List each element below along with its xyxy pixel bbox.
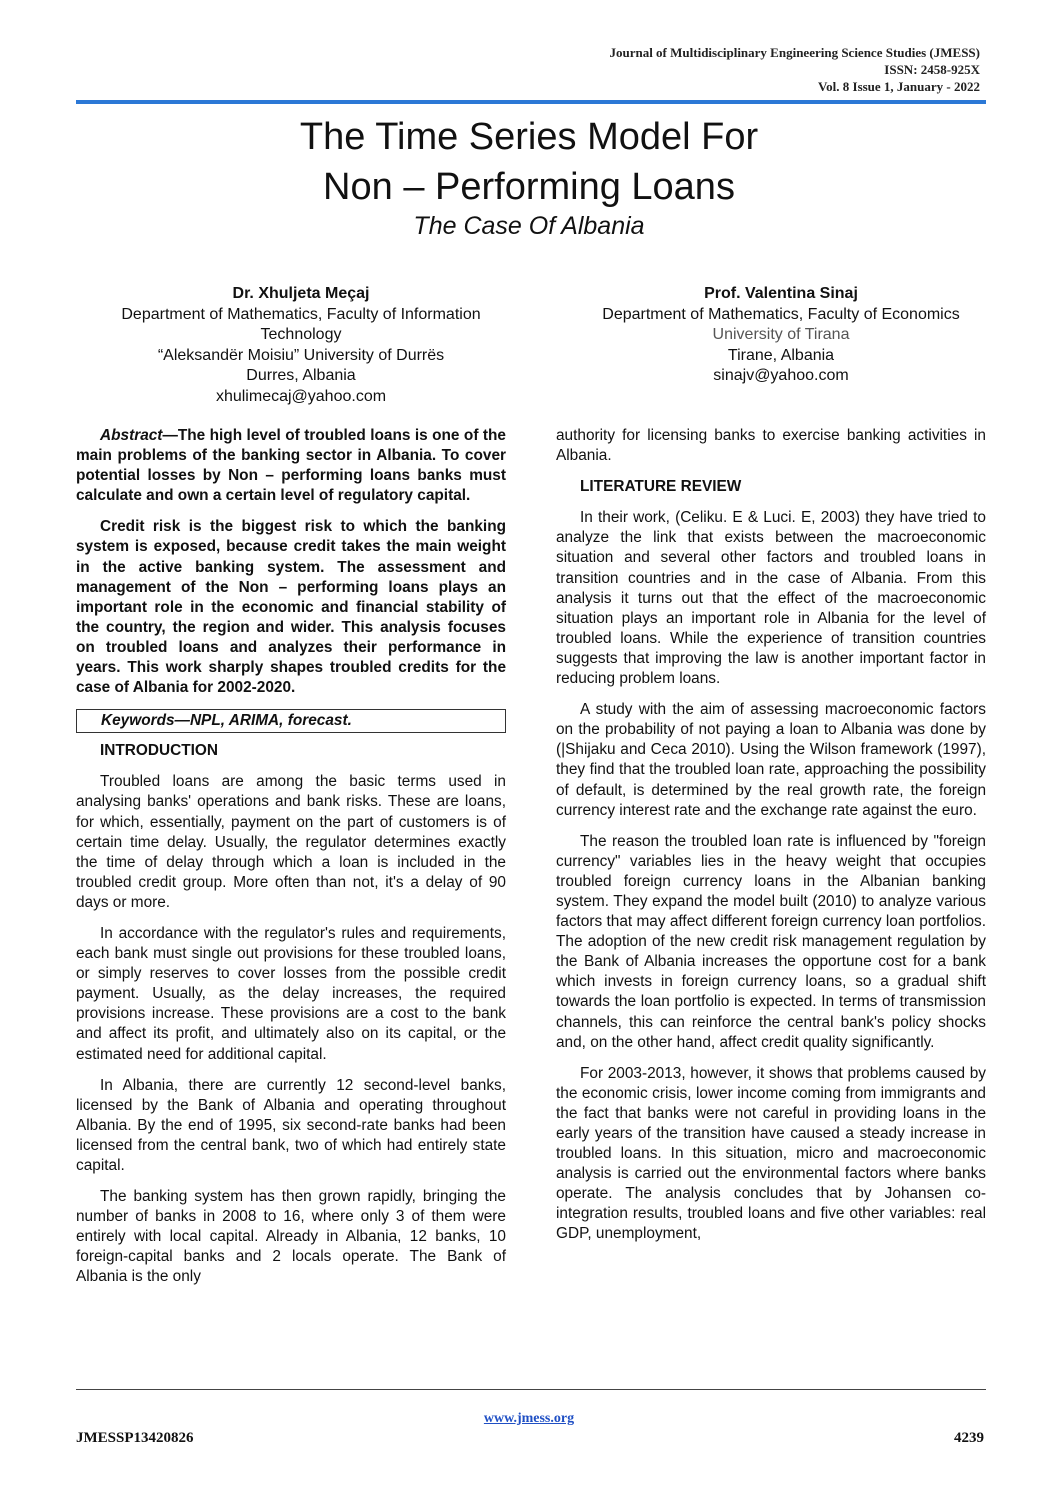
author-university: “Aleksandër Moisiu” University of Durrës — [157, 346, 445, 364]
intro-paragraph: Troubled loans are among the basic terms used in analysing banks' operations and bank risks. These are loans, for which, essentially, payment on the part of customers is of certain time delay. Usually, the regulator determines exactly the time of delay through which a loan is included in the troubled credit group. More often than not, it's a delay of 90 days or more. — [76, 773, 506, 911]
author-block-1 — [76, 284, 526, 408]
author-name: Prof. Valentina Sinaj — [704, 285, 858, 302]
author-dept: Department of Mathematics, Faculty of Economics — [602, 305, 960, 323]
author-university: University of Tirana — [712, 326, 850, 344]
author-dept-cont: Technology — [260, 326, 342, 344]
header-rule — [76, 100, 986, 104]
author-dept: Department of Mathematics, Faculty of Information — [121, 305, 481, 323]
journal-url-link[interactable]: www.jmess.org — [483, 1411, 575, 1426]
literature-paragraph: In their work, (Celiku. E & Luci. E, 2003) they have tried to analyze the link that exists between the macroeconomic situation and several other factors and troubled loans in transition countries and in the case of Albania. From this analysis it turns out that the effect of the macroeconomic situation plays an important role in Albania for the level of troubled loans. While the experience of transition countries suggests that improving the law is another important factor in reducing problem loans. — [556, 509, 986, 688]
intro-paragraph: The banking system has then grown rapidly, bringing the number of banks in 2008 to 16, where only 3 of them were entirely with local capital. Already in Albania, 12 banks, 10 foreign-capital banks and 2 locals operate. The Bank of Albania is the only — [76, 1188, 506, 1286]
abstract-label: Abstract — [100, 427, 163, 444]
paper-id: JMESSP13420826 — [76, 1430, 194, 1446]
keywords: Keywords—NPL, ARIMA, forecast. — [76, 709, 506, 733]
paper-title-line2: Non – Performing Loans — [323, 166, 735, 208]
intro-continuation: authority for licensing banks to exercise banking activities in Albania. — [556, 427, 986, 465]
paper-subtitle: The Case Of Albania — [413, 212, 645, 240]
author-block-2 — [556, 284, 1006, 387]
author-city: Tirane, Albania — [727, 346, 835, 364]
paper-title-line1: The Time Series Model For — [299, 116, 759, 158]
footer-rule — [76, 1389, 986, 1390]
journal-name: Journal of Multidisciplinary Engineering Science Studies (JMESS) — [609, 45, 980, 60]
intro-paragraph: In accordance with the regulator's rules and requirements, each bank must single out provisions for these troubled loans, or simply reserves to cover losses from the possible credit payment. Usually, as the delay increases, the required provisions increase. These provisions are a cost to the bank and affect its profit, and ultimately also on its capital, or the estimated need for additional capital. — [76, 924, 506, 1063]
abstract-paragraph — [76, 426, 506, 506]
literature-paragraph: A study with the aim of assessing macroeconomic factors on the probability of not paying a loan to Albania was done by (|Shijaku and Ceca 2010). Using the Wilson framework (1997), they find that the troubled loan rate, approaching the possibility of default, is determined by the real growth rate, the foreign currency interest rate and the exchange rate against the euro. — [556, 701, 986, 819]
section-heading-introduction: INTRODUCTION — [100, 742, 218, 760]
journal-issn: ISSN: 2458-925X — [884, 62, 980, 77]
author-name: Dr. Xhuljeta Meçaj — [232, 285, 370, 302]
abstract-text: —The high level of troubled loans is one of the main problems of the banking sector in Albania. To cover potential losses by Non – performing loans banks must calculate and own a certain level of regulatory capital. — [76, 427, 506, 505]
author-city: Durres, Albania — [246, 367, 356, 385]
literature-paragraph: For 2003-2013, however, it shows that problems caused by the economic crisis, lower income coming from immigrants and the fact that banks were not careful in providing loans in the early years of the transition have caused a steady increase in troubled loans. In this situation, micro and macroeconomic analysis is carried out the environmental factors where banks operate. The analysis concludes that by Johansen co-integration results, troubled loans and five other variables: real GDP, unemployment, — [556, 1064, 986, 1243]
section-heading-literature-review: LITERATURE REVIEW — [580, 478, 742, 496]
abstract-paragraph-2: Credit risk is the biggest risk to which the banking system is exposed, because credit takes the main weight in the active banking system. The assessment and management of the Non – performing loans plays an important role in the economic and financial stability of the country, the region and wider. This analysis focuses on troubled loans and analyzes their performance in years. This work sharply shapes troubled credits for the case of Albania for 2002-2020. — [76, 518, 506, 697]
left-column — [76, 426, 506, 1299]
right-column — [556, 426, 986, 1256]
journal-volume: Vol. 8 Issue 1, January - 2022 — [817, 79, 980, 94]
literature-paragraph: The reason the troubled loan rate is influenced by "foreign currency" variables lies in the heavy weight that occupies troubled foreign currency loans in the Albanian banking system. They expand the model built (2010) to analyze various factors that may affect different foreign currency loan portfolios. The adoption of the new credit risk management regulation by the Bank of Albania increases the opportune cost for a bank which invests in foreign currency loans, so a gradual shift towards the loan portfolio is expected. In terms of transmission channels, this can reinforce the central bank's policy shocks and, on the other hand, affect credit quality significantly. — [556, 832, 986, 1051]
intro-paragraph: In Albania, there are currently 12 second-level banks, licensed by the Bank of Albania and operating throughout Albania. By the end of 1995, six second-rate banks had been licensed from the central bank, two of which had entirely state capital. — [76, 1076, 506, 1174]
author-email: xhulimecaj@yahoo.com — [215, 387, 387, 405]
author-email: sinajv@yahoo.com — [713, 367, 849, 385]
journal-header — [420, 44, 980, 95]
page-number: 4239 — [954, 1430, 984, 1446]
